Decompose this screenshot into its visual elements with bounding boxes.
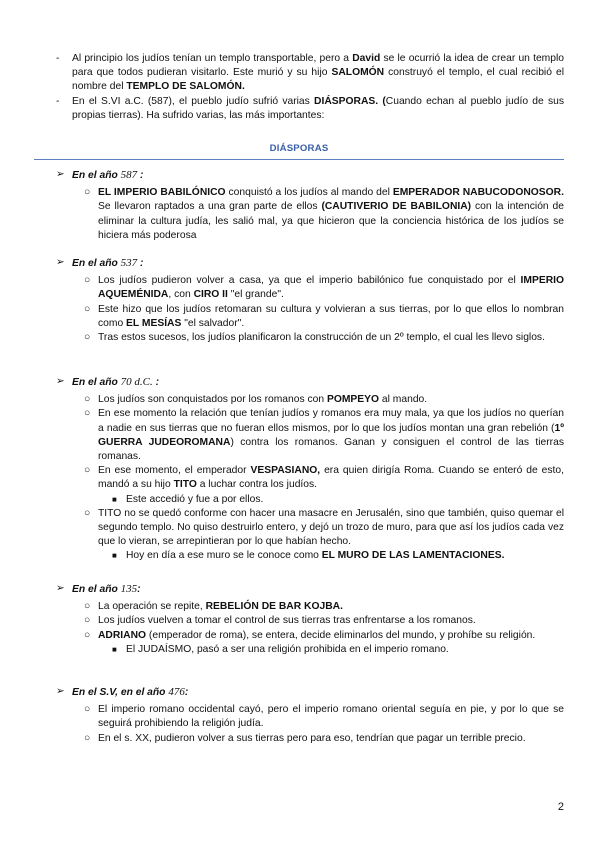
section-537 bbox=[56, 256, 564, 345]
intro-text-1: Al principio los judíos tenían un templo transportable, pero a David se le ocurrió la idea de crear un templo para que todos pudieran visitarlo. Este murió y su hijo SALOMÓN construyó el templo, el cual recibió el nombre del TEMPLO DE SALOMÓN. bbox=[72, 53, 564, 93]
heading-text: DIÁSPORAS bbox=[269, 143, 329, 154]
arrow-bullet-icon: ➢ bbox=[56, 583, 65, 594]
list-item: ○ TITO no se quedó conforme con hacer una masacre en Jerusalén, sino que también, quiso quemar el segundo templo. No quiso destruirlo entero, y dejó un trozo de muro, para que así los judíos cada vez que lo vieran, se arrepintieran por lo que habían hecho. bbox=[84, 507, 564, 548]
heading-rule bbox=[34, 159, 564, 160]
circle-bullet-icon: ○ bbox=[84, 394, 91, 406]
circle-bullet-icon: ○ bbox=[84, 732, 91, 744]
intro-item bbox=[56, 52, 564, 95]
circle-bullet-icon: ○ bbox=[84, 465, 91, 477]
circle-bullet-icon: ○ bbox=[84, 615, 91, 627]
arrow-bullet-icon: ➢ bbox=[56, 257, 65, 268]
section-title: ➢ En el año 70 d.C. : bbox=[56, 376, 160, 388]
section-heading bbox=[34, 142, 564, 160]
arrow-bullet-icon: ➢ bbox=[56, 169, 65, 180]
list-item: ○ EL IMPERIO BABILÓNICO conquistó a los judíos al mando del EMPERADOR NABUCODONOSOR. Se llevaron raptados a una gran parte de ellos (CAUTIVERIO DE BABILONIA) con la intención de eliminar la cultura judía, les salió mal, ya que hicieron que la conciencia histórica de los judíos se hiciera más poderosa bbox=[84, 187, 564, 241]
list-item: ○ Los judíos son conquistados por los romanos con POMPEYO al mando. bbox=[56, 393, 564, 407]
section-135 bbox=[56, 582, 564, 657]
list-item: ○ ADRIANO (emperador de roma), se entera, decide eliminarlos del mundo, y prohíbe su religión. bbox=[56, 629, 564, 643]
section-title: ➢ En el S.V, en el año 476: bbox=[56, 686, 189, 698]
circle-bullet-icon: ○ bbox=[84, 601, 91, 613]
circle-bullet-icon: ○ bbox=[84, 303, 91, 315]
intro-item bbox=[56, 95, 564, 123]
list-item: ○ Los judíos vuelven a tomar el control de sus tierras tras enfrentarse a los romanos. bbox=[56, 614, 564, 628]
circle-bullet-icon: ○ bbox=[84, 507, 91, 519]
list-item: ○ La operación se repite, REBELIÓN DE BAR KOJBA. bbox=[56, 600, 564, 614]
square-bullet-icon: ■ bbox=[112, 644, 117, 654]
circle-bullet-icon: ○ bbox=[84, 332, 91, 344]
circle-bullet-icon: ○ bbox=[84, 629, 91, 641]
dash-bullet: - bbox=[56, 53, 60, 64]
arrow-bullet-icon: ➢ bbox=[56, 376, 65, 387]
section-70-dc bbox=[56, 375, 564, 564]
section-587 bbox=[56, 168, 564, 243]
sub-list-item: ■ Este accedió y fue a por ellos. bbox=[56, 493, 564, 507]
square-bullet-icon: ■ bbox=[112, 494, 117, 504]
sub-list-item: ■ Hoy en día a ese muro se le conoce como EL MURO DE LAS LAMENTACIONES. bbox=[56, 549, 564, 563]
section-476 bbox=[56, 685, 564, 746]
intro-list bbox=[56, 52, 564, 123]
section-title: ➢ En el año 135: bbox=[56, 583, 141, 595]
list-item: ○ Los judíos pudieron volver a casa, ya que el imperio babilónico fue conquistado por el IMPERIO AQUEMÉNIDA, con CIRO II "el grande". bbox=[84, 275, 564, 301]
section-title: ➢ En el año 587 : bbox=[56, 169, 144, 181]
list-item: ○ En ese momento la relación que tenían judíos y romanos era muy mala, ya que los judíos no querían a nadie en sus tierras que no fueran ellos mismos, por lo que los judíos montan una gran rebelión (1º GUERRA JUDEOROMANA) contra los romanos. Ganan y consiguen el control de las tierras romanas. bbox=[84, 408, 564, 463]
circle-bullet-icon: ○ bbox=[84, 408, 91, 420]
circle-bullet-icon: ○ bbox=[84, 275, 91, 287]
square-bullet-icon: ■ bbox=[112, 551, 117, 561]
circle-bullet-icon: ○ bbox=[84, 187, 91, 199]
list-item: ○ El imperio romano occidental cayó, pero el imperio romano oriental seguía en pie, y por lo que se seguirá prohibiendo la religión judía. bbox=[84, 704, 564, 730]
list-item: ○ Este hizo que los judíos retomaran su cultura y volvieran a sus tierras, por lo que ellos lo nombran como EL MESÍAS "el salvador". bbox=[84, 303, 564, 329]
section-title: ➢ En el año 537 : bbox=[56, 257, 144, 269]
arrow-bullet-icon: ➢ bbox=[56, 686, 65, 697]
list-item: ○ En ese momento, el emperador VESPASIANO, era quien dirigía Roma. Cuando se enteró de esto, mandó a su hijo TITO a luchar contra los judíos. bbox=[84, 465, 564, 491]
page-number: 2 bbox=[557, 801, 564, 813]
list-item: ○ En el s. XX, pudieron volver a sus tierras pero para eso, tendrían que pagar un terrible precio. bbox=[56, 732, 564, 746]
sub-list-item: ■ El JUDAÍSMO, pasó a ser una religión prohibida en el imperio romano. bbox=[56, 643, 564, 657]
list-item: ○ Tras estos sucesos, los judíos planificaron la construcción de un 2º templo, el cual les llevo siglos. bbox=[56, 331, 564, 345]
dash-bullet: - bbox=[56, 95, 60, 107]
intro-text-2: En el S.VI a.C. (587), el pueblo judío sufrió varias DIÁSPORAS. (Cuando echan al pueblo judío de sus propias tierras). Ha sufrido varias, las más importantes: bbox=[72, 95, 565, 121]
circle-bullet-icon: ○ bbox=[84, 704, 91, 716]
